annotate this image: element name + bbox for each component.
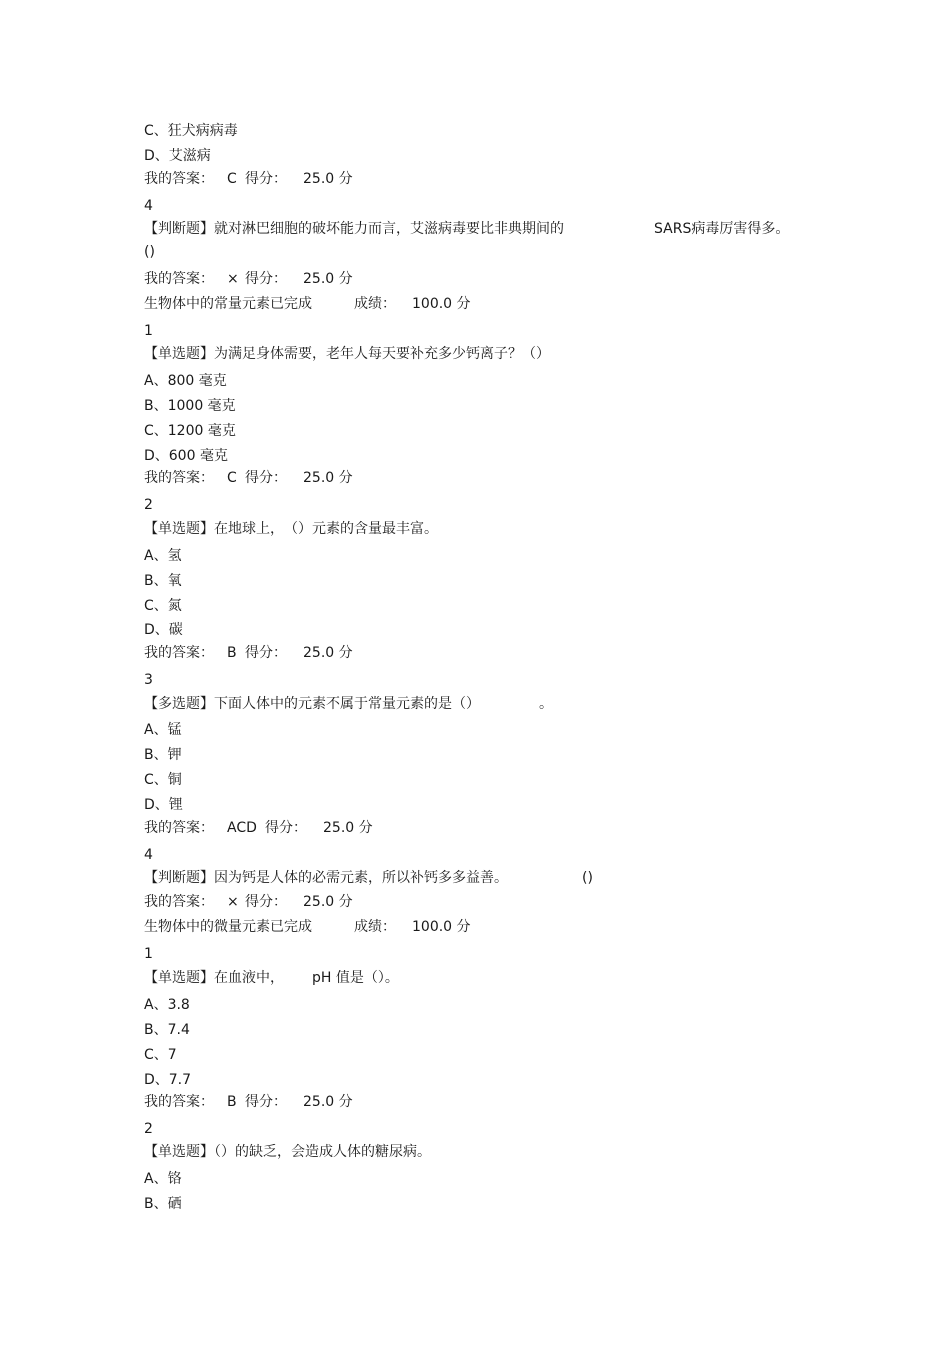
my-answer-line [144, 644, 353, 662]
question-stem-tail: SARS病毒厉害得多。 [654, 221, 790, 237]
score-label: 得分： [245, 1094, 287, 1110]
option-text: C、铜 [144, 772, 182, 788]
option-line [144, 147, 211, 165]
question-stem: 【多选题】下面人体中的元素不属于常量元素的是（） [144, 696, 480, 712]
option-line [144, 721, 182, 739]
option-line [144, 1195, 182, 1213]
score-value: 25.0 分 [303, 645, 353, 661]
answer-label: 我的答案： [144, 171, 214, 187]
question-number [144, 1120, 153, 1138]
option-text: D、7.7 [144, 1072, 192, 1088]
answer-value: ACD [227, 820, 257, 836]
question-number [144, 496, 153, 514]
question-text [144, 969, 399, 987]
question-stem: 【单选题】为满足身体需要，老年人每天要补充多少钙离子？（） [144, 346, 550, 362]
option-text: C、1200 毫克 [144, 423, 236, 439]
option-text: C、7 [144, 1047, 177, 1063]
my-answer-line [144, 170, 353, 188]
answer-value: B [227, 645, 237, 661]
question-number-text: 4 [144, 847, 153, 863]
question-text [144, 220, 790, 238]
answer-label: 我的答案： [144, 470, 214, 486]
score-label: 得分： [245, 271, 287, 287]
score-label: 得分： [245, 171, 287, 187]
answer-value: C [227, 470, 237, 486]
option-line [144, 572, 182, 590]
option-text: C、狂犬病病毒 [144, 123, 238, 139]
option-text: D、艾滋病 [144, 148, 211, 164]
question-stem: 【单选题】（）的缺乏，会造成人体的糖尿病。 [144, 1144, 431, 1160]
section-status-line [144, 295, 471, 313]
score-value: 25.0 分 [303, 470, 353, 486]
score-value: 25.0 分 [323, 820, 373, 836]
option-text: B、7.4 [144, 1022, 190, 1038]
grade-value: 100.0 分 [412, 296, 471, 312]
question-number-text: 1 [144, 323, 153, 339]
option-line [144, 122, 238, 140]
answer-label: 我的答案： [144, 894, 214, 910]
my-answer-line [144, 893, 353, 911]
question-number [144, 945, 153, 963]
question-number [144, 322, 153, 340]
option-line [144, 422, 236, 440]
question-stem-tail: 。 [539, 696, 553, 712]
option-text: D、锂 [144, 797, 183, 813]
question-stem: 【单选题】在血液中， [144, 970, 284, 986]
score-value: 25.0 分 [303, 1094, 353, 1110]
answer-value: × [227, 894, 239, 910]
option-line [144, 397, 236, 415]
question-number-text: 2 [144, 1121, 153, 1137]
answer-value: B [227, 1094, 237, 1110]
option-line [144, 996, 190, 1014]
option-text: A、锰 [144, 722, 182, 738]
score-label: 得分： [265, 820, 307, 836]
answer-label: 我的答案： [144, 271, 214, 287]
score-label: 得分： [245, 645, 287, 661]
my-answer-line [144, 819, 373, 837]
option-text: A、铬 [144, 1171, 182, 1187]
section-title: 生物体中的常量元素已完成 [144, 296, 312, 312]
answer-value: C [227, 171, 237, 187]
question-number-text: 3 [144, 672, 153, 688]
question-text [144, 520, 438, 538]
option-line [144, 771, 182, 789]
option-text: B、氧 [144, 573, 182, 589]
option-text: B、硒 [144, 1196, 182, 1212]
option-text: A、氢 [144, 548, 182, 564]
score-value: 25.0 分 [303, 171, 353, 187]
score-value: 25.0 分 [303, 894, 353, 910]
my-answer-line [144, 1093, 353, 1111]
option-line [144, 796, 183, 814]
option-text: D、碳 [144, 622, 183, 638]
question-text [144, 695, 553, 713]
option-text: C、氮 [144, 598, 182, 614]
section-title: 生物体中的微量元素已完成 [144, 919, 312, 935]
question-text [144, 869, 593, 887]
question-stem: 【判断题】就对淋巴细胞的破坏能力而言，艾滋病毒要比非典期间的 [144, 221, 564, 237]
my-answer-line [144, 270, 353, 288]
score-value: 25.0 分 [303, 271, 353, 287]
question-number [144, 671, 153, 689]
my-answer-line [144, 469, 353, 487]
question-stem: () [144, 244, 155, 260]
option-line [144, 1021, 190, 1039]
option-text: D、600 毫克 [144, 448, 228, 464]
question-number [144, 197, 153, 215]
option-line [144, 447, 228, 465]
option-line [144, 746, 182, 764]
answer-value: × [227, 271, 239, 287]
option-line [144, 1071, 191, 1089]
answer-label: 我的答案： [144, 820, 214, 836]
question-number-text: 2 [144, 497, 153, 513]
question-stem: 【单选题】在地球上， [144, 521, 284, 537]
grade-value: 100.0 分 [412, 919, 471, 935]
option-text: B、钾 [144, 747, 182, 763]
question-stem: 【判断题】因为钙是人体的必需元素，所以补钙多多益善。 [144, 870, 508, 886]
question-number-text: 4 [144, 198, 153, 214]
question-stem-tail: () [582, 870, 593, 886]
option-line [144, 621, 183, 639]
option-line [144, 372, 227, 390]
option-text: B、1000 毫克 [144, 398, 236, 414]
answer-label: 我的答案： [144, 1094, 214, 1110]
score-label: 得分： [245, 894, 287, 910]
question-stem-tail: （）元素的含量最丰富。 [284, 521, 438, 537]
question-text [144, 1143, 431, 1161]
question-text [144, 345, 550, 363]
option-line [144, 1170, 182, 1188]
option-line [144, 597, 182, 615]
question-number-text: 1 [144, 946, 153, 962]
question-stem-tail: pH 值是（）。 [312, 970, 399, 986]
question-number [144, 846, 153, 864]
option-text: A、3.8 [144, 997, 190, 1013]
question-text [144, 243, 155, 261]
option-line [144, 547, 182, 565]
score-label: 得分： [245, 470, 287, 486]
grade-label: 成绩： [354, 296, 396, 312]
section-status-line [144, 918, 471, 936]
answer-label: 我的答案： [144, 645, 214, 661]
grade-label: 成绩： [354, 919, 396, 935]
option-text: A、800 毫克 [144, 373, 227, 389]
option-line [144, 1046, 177, 1064]
